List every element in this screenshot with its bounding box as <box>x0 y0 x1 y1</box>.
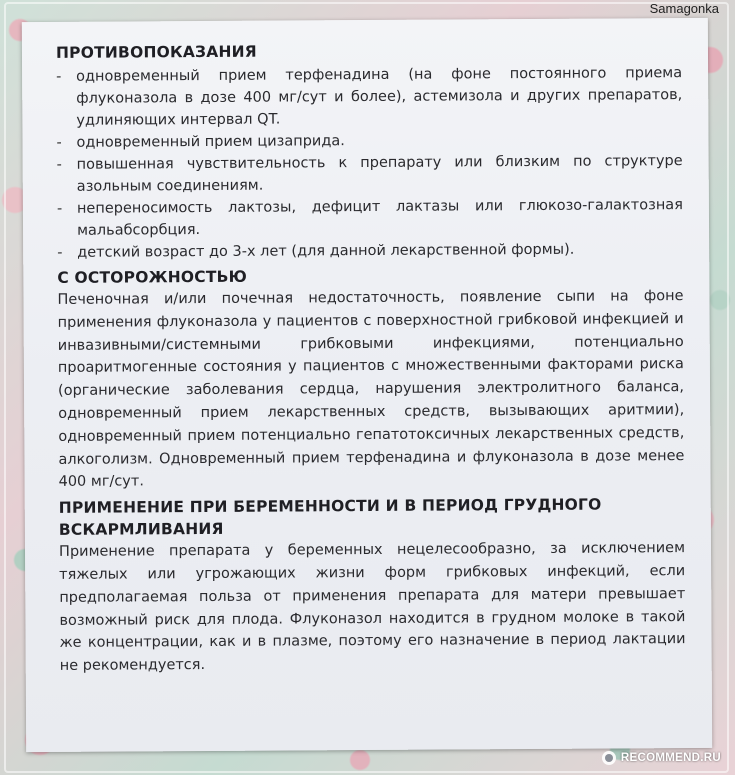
pregnancy-section <box>59 493 686 678</box>
list-item: - одновременный прием цизаприда. <box>56 128 682 154</box>
caution-heading: С ОСТОРОЖНОСТЬЮ <box>57 267 248 287</box>
contraindications-heading: ПРОТИВОПОКАЗАНИЯ <box>55 42 257 62</box>
watermark-bottom-text: RECOMMEND.RU <box>620 752 721 764</box>
caution-text: Печеночная и/или почечная недостаточность, появление сыпи на фоне применения флуконазола у пациентов с поверхностной грибковой инфекцией и инвазивными/системными грибковыми инфекциями, потенциально проаритмогенные состояния у пациентов с множественными факторами риска (органические заболевания сердца, нарушения электролитного баланса, одновременный прием лекарственных средств, вызывающих аритмии), одновременный прием потенциально гепатотоксичных лекарственных средств, алкоголизм. Одновременный прием терфенадина и флуконазола в дозе менее 400 мг/сут. <box>57 288 685 491</box>
list-item: - непереносимость лактозы, дефицит лактазы или глюкозо-галактозная мальабсорбция. <box>57 194 683 242</box>
caution-section <box>57 263 684 494</box>
list-item: - повышенная чувствительность к препарату или близким по структуре азольным соединениям. <box>57 150 683 198</box>
watermark-top: Samagonka <box>649 1 719 16</box>
recommend-logo-icon <box>602 751 616 765</box>
pregnancy-heading: ПРИМЕНЕНИЕ ПРИ БЕРЕМЕННОСТИ И В ПЕРИОД ГРУДНОГО ВСКАРМЛИВАНИЯ <box>58 495 602 540</box>
leaflet-page <box>22 18 712 752</box>
contraindications-section <box>56 38 683 264</box>
contraindications-list <box>56 62 683 264</box>
list-item: - детский возраст до 3-х лет (для данной лекарственной формы). <box>57 238 683 264</box>
list-item: - одновременный прием терфенадина (на фоне постоянного приема флуконазола в дозе 400 мг/сут и более), астемизола и других препаратов, удлиняющих интервал QT. <box>56 62 682 132</box>
pregnancy-text: Применение препарата у беременных нецелесообразно, за исключением тяжелых или угрожающих жизни форм грибковых инфекций, если предполагаемая польза от применения препарата для матери превышает возможный риск для плода. Флуконазол находится в грудном молоке в такой же концентрации, как и в плазме, поэтому его назначение в период лактации не рекомендуется. <box>58 540 686 675</box>
watermark-bottom <box>602 751 721 765</box>
